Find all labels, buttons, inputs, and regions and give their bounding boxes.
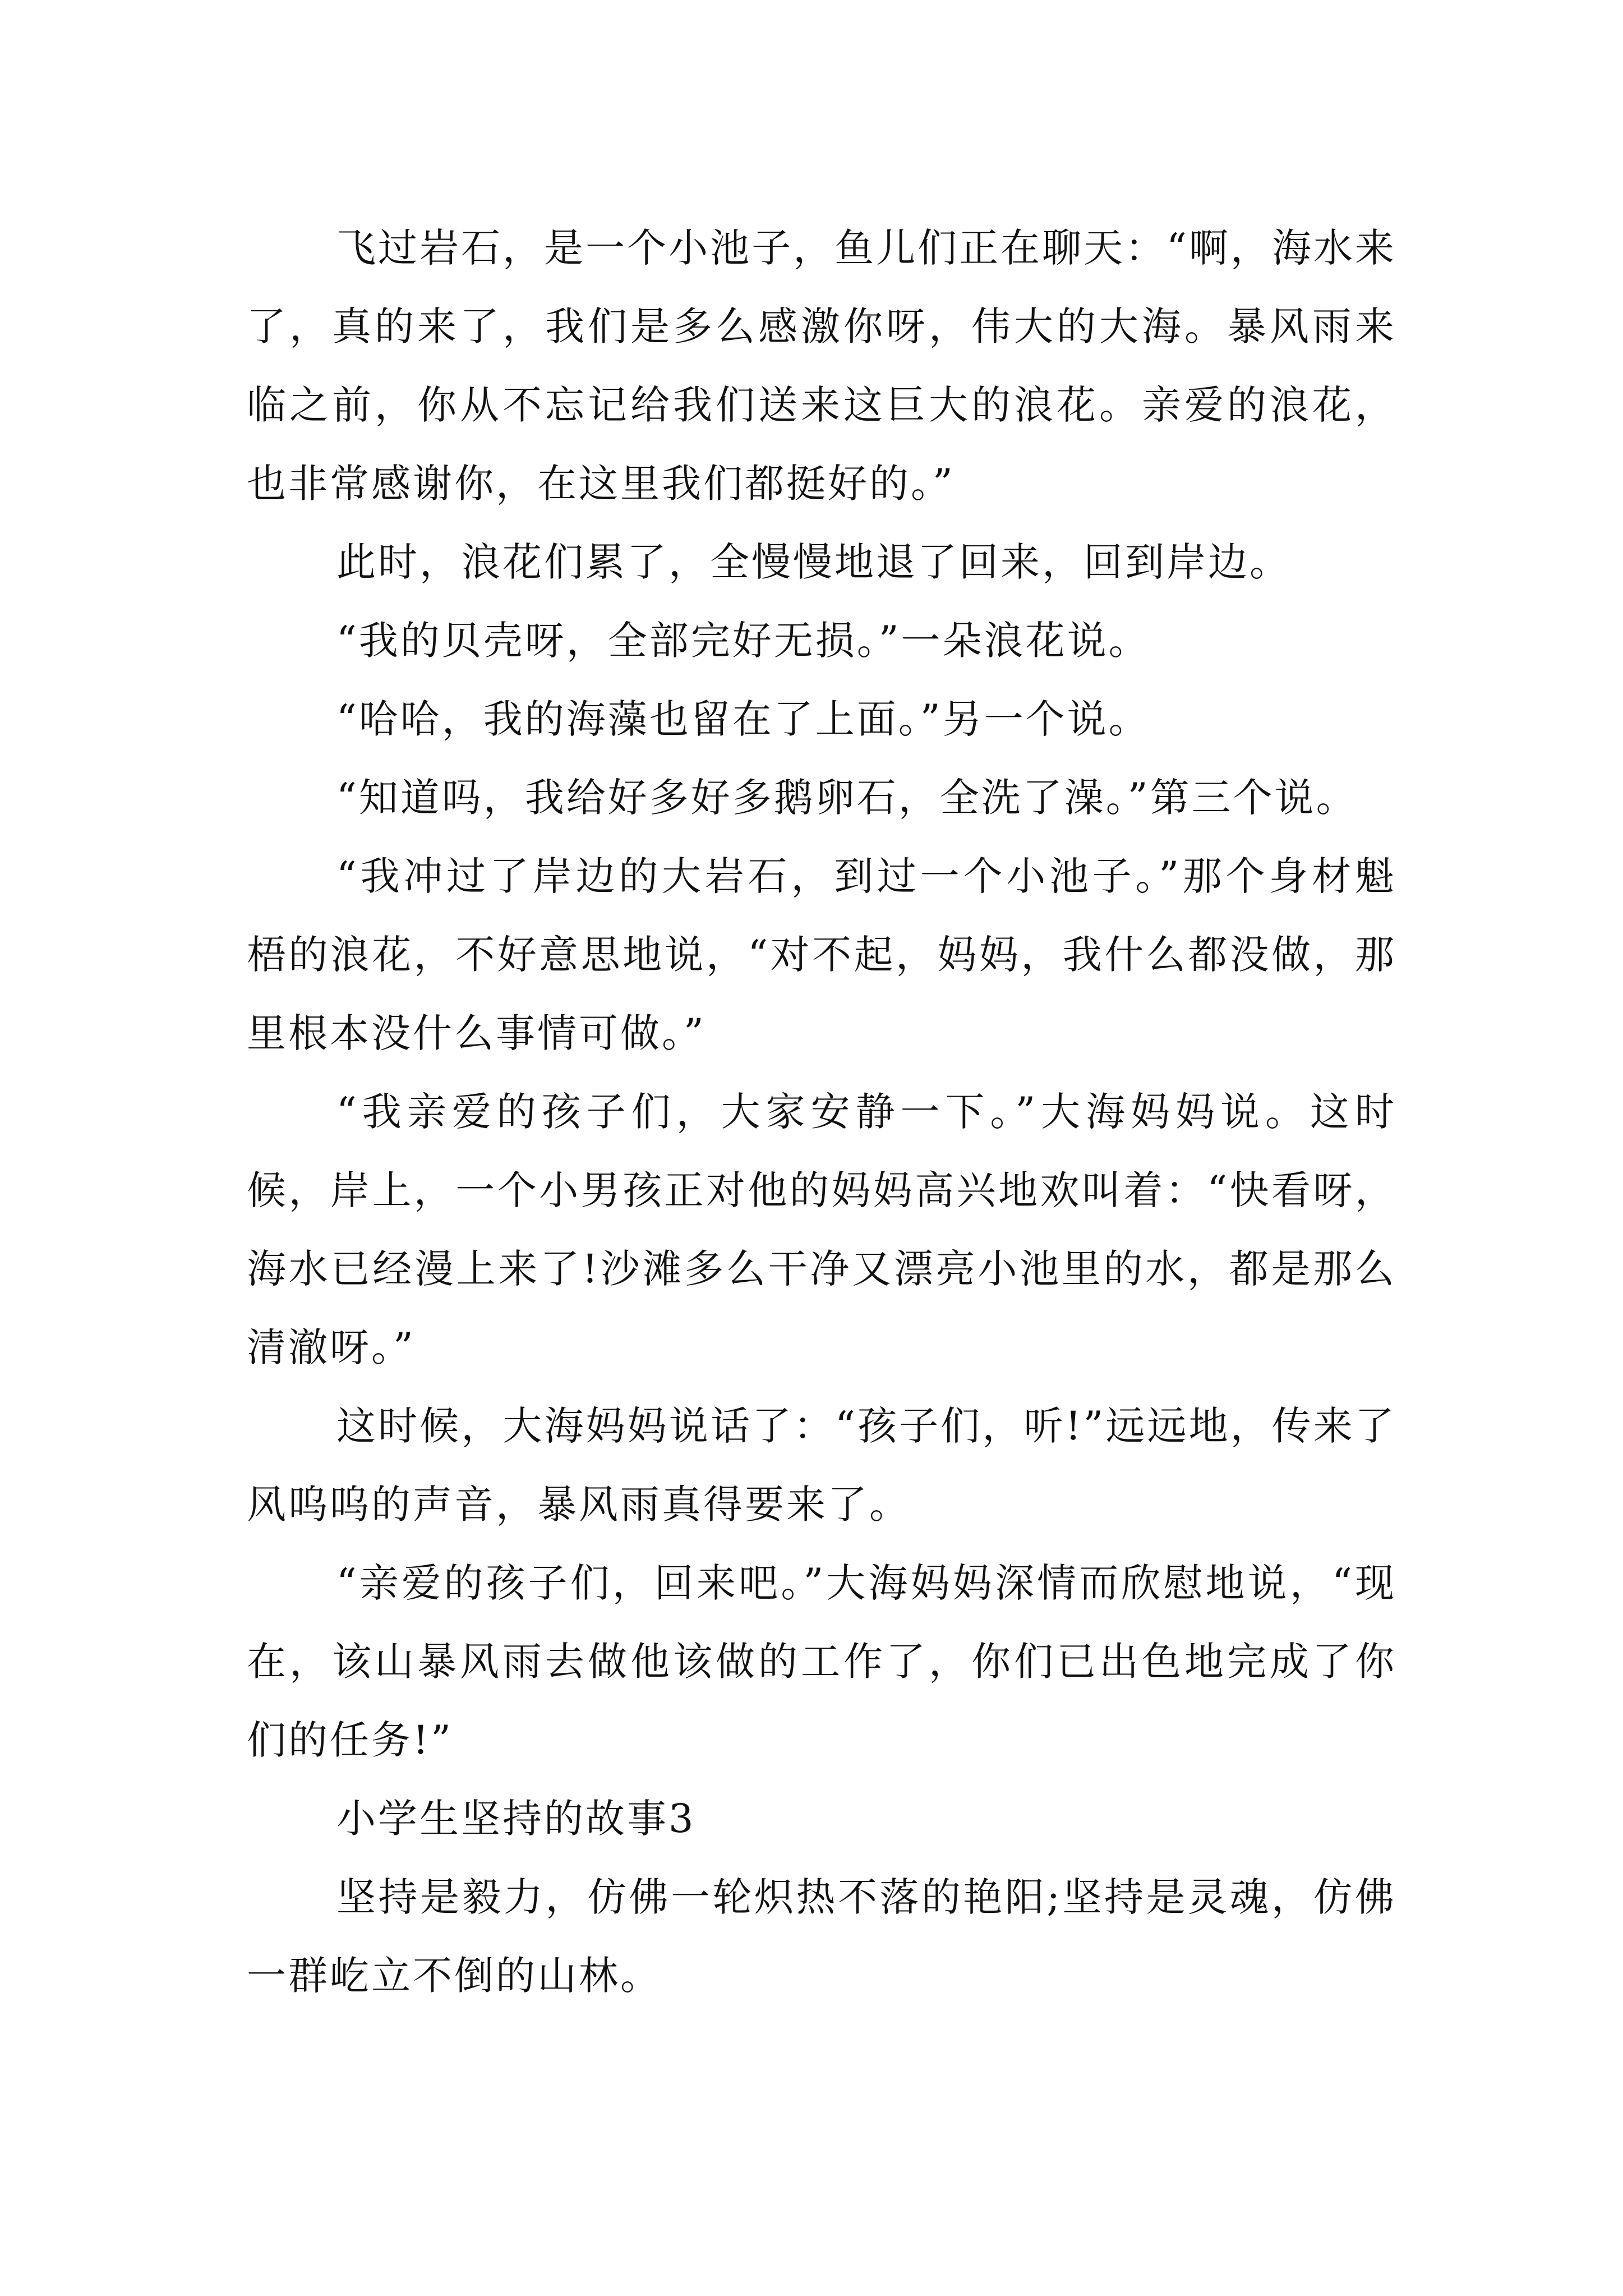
paragraph: 此时，浪花们累了，全慢慢地退了回来，回到岸边。 <box>336 539 1291 585</box>
paragraph: “哈哈，我的海藻也留在了上面。”另一个说。 <box>336 696 1150 742</box>
paragraph: “我冲过了岸边的大岩石，到过一个小池子。”那个身材魁梧的浪花，不好意思地说，“对不起，妈妈，我什么都没做，那里根本没什么事情可做。” <box>247 853 1396 1056</box>
paragraph: “我的贝壳呀，全部完好无损。”一朵浪花说。 <box>336 618 1150 664</box>
paragraph: 坚持是毅力，仿佛一轮炽热不落的艳阳;坚持是灵魂，仿佛一群屹立不倒的山林。 <box>247 1874 1396 1999</box>
paragraph: “亲爱的孩子们，回来吧。”大海妈妈深情而欣慰地说，“现在，该山暴风雨去做他该做的工作了，你们已出色地完成了你们的任务!” <box>247 1560 1396 1763</box>
paragraph: 这时候，大海妈妈说话了：“孩子们，听!”远远地，传来了风呜呜的声音，暴风雨真得要来了。 <box>247 1403 1396 1527</box>
paragraph: “我亲爱的孩子们，大家安静一下。”大海妈妈说。这时候，岸上，一个小男孩正对他的妈妈高兴地欢叫着：“快看呀，海水已经漫上来了!沙滩多么干净又漂亮小池里的水，都是那么清澈呀。” <box>247 1089 1396 1370</box>
document-body <box>247 209 1396 2015</box>
paragraph: 飞过岩石，是一个小池子，鱼儿们正在聊天：“啊，海水来了，真的来了，我们是多么感激你呀，伟大的大海。暴风雨来临之前，你从不忘记给我们送来这巨大的浪花。亲爱的浪花，也非常感谢你，在这里我们都挺好的。” <box>247 225 1396 507</box>
section-heading: 小学生坚持的故事3 <box>336 1796 696 1842</box>
paragraph: “知道吗，我给好多好多鹅卵石，全洗了澡。”第三个说。 <box>336 775 1358 821</box>
